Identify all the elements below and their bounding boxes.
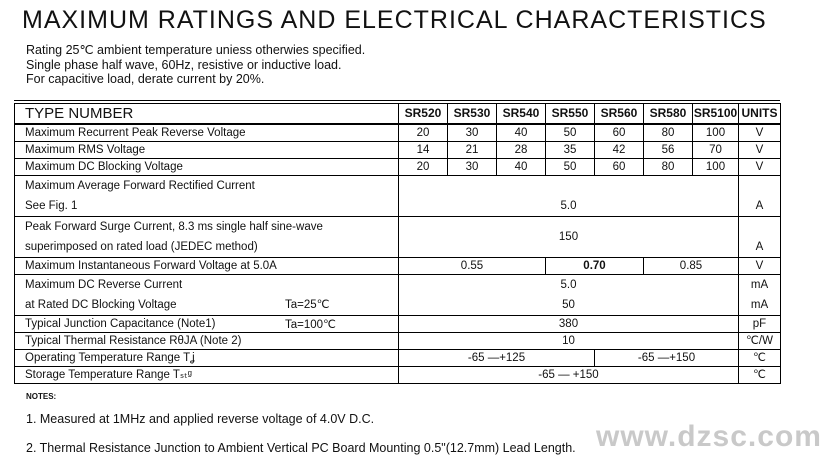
- cell-unit: V: [739, 142, 781, 159]
- value-text: 5.0: [560, 200, 577, 212]
- cell-value: [399, 275, 739, 316]
- table-row: [15, 333, 781, 350]
- cell-unit: ℃: [739, 367, 781, 384]
- condition-text: Ta=100℃: [285, 319, 336, 331]
- cell-unit: [739, 275, 781, 316]
- note-2: 2. Thermal Resistance Junction to Ambient Vertical PC Board Mounting 0.5"(12.7mm) Lead Length.: [26, 441, 576, 455]
- table-row: [15, 258, 781, 275]
- row-label: Maximum RMS Voltage: [15, 142, 399, 159]
- rating-conditions: [26, 43, 365, 87]
- cell-value: 20: [399, 124, 448, 142]
- part-header: SR540: [497, 104, 546, 125]
- row-label-line: Maximum Average Forward Rectified Current: [25, 180, 255, 192]
- condition-line: For capacitive load, derate current by 20%.: [26, 72, 265, 86]
- table-row: [15, 159, 781, 176]
- units-header: UNITS: [739, 104, 781, 125]
- row-label: Maximum DC Blocking Voltage: [15, 159, 399, 176]
- part-header: SR550: [546, 104, 595, 125]
- unit-text: mA: [750, 279, 769, 291]
- cell-value: 100: [693, 159, 739, 176]
- condition-line: Single phase half wave, 60Hz, resistive or inductive load.: [26, 57, 342, 72]
- part-header: SR580: [644, 104, 693, 125]
- cell-value: 30: [448, 159, 497, 176]
- cell-unit: pF: [739, 316, 781, 333]
- cell-value: 60: [595, 159, 644, 176]
- row-label-line: superimposed on rated load (JEDEC method): [25, 241, 258, 253]
- row-label-line: See Fig. 1: [25, 200, 78, 212]
- cell-unit: ℃: [739, 350, 781, 367]
- cell-value: 10: [399, 333, 739, 350]
- value-text: 5.0: [560, 279, 577, 291]
- row-label: [15, 217, 399, 258]
- table-row: [15, 176, 781, 217]
- cell-value: 70: [693, 142, 739, 159]
- unit-text: mA: [750, 299, 769, 311]
- row-label: Typical Junction Capacitance (Note1): [15, 316, 399, 333]
- cell-unit: V: [739, 124, 781, 142]
- cell-value: 40: [497, 159, 546, 176]
- cell-value: 0.85: [644, 258, 739, 275]
- unit-text: A: [755, 200, 764, 212]
- table-row: [15, 367, 781, 384]
- part-header: SR530: [448, 104, 497, 125]
- cell-value: 0.70: [546, 258, 644, 275]
- table-row: [15, 124, 781, 142]
- label-text: Maximum DC Reverse Current: [25, 279, 183, 291]
- cell-value: -65 —+125: [399, 350, 595, 367]
- ratings-table: [14, 103, 781, 384]
- cell-value: 380: [399, 316, 739, 333]
- cell-value: 20: [399, 159, 448, 176]
- unit-text: A: [755, 241, 764, 253]
- cell-value: 50: [546, 124, 595, 142]
- cell-value: 80: [644, 159, 693, 176]
- row-label: Typical Thermal Resistance RθJA (Note 2): [15, 333, 399, 350]
- row-label: Operating Temperature Range Tʝ: [15, 350, 399, 367]
- watermark: www.dzsc.com: [596, 420, 822, 453]
- cell-value: 56: [644, 142, 693, 159]
- cell-value: 14: [399, 142, 448, 159]
- cell-value: 80: [644, 124, 693, 142]
- value-text: 150: [558, 231, 579, 243]
- cell-value: -65 — +150: [399, 367, 739, 384]
- row-label: Maximum Instantaneous Forward Voltage at 5.0A: [15, 258, 399, 275]
- cell-unit: V: [739, 159, 781, 176]
- cell-unit: [739, 217, 781, 258]
- table-row: [15, 217, 781, 258]
- page-title: MAXIMUM RATINGS AND ELECTRICAL CHARACTERISTICS: [22, 6, 767, 34]
- table-row: [15, 316, 781, 333]
- cell-value: 30: [448, 124, 497, 142]
- condition-line: Rating 25℃ ambient temperature uniess otherwies specified.: [26, 43, 366, 57]
- part-header: SR560: [595, 104, 644, 125]
- divider: [14, 100, 780, 101]
- part-header: SR520: [399, 104, 448, 125]
- cell-value: 60: [595, 124, 644, 142]
- cell-unit: [739, 176, 781, 217]
- row-label-line: Peak Forward Surge Current, 8.3 ms single half sine-wave: [25, 221, 323, 233]
- cell-value: 50: [546, 159, 595, 176]
- table-row: [15, 275, 781, 316]
- cell-value: 0.55: [399, 258, 546, 275]
- cell-value: 35: [546, 142, 595, 159]
- cell-unit: V: [739, 258, 781, 275]
- label-text: at Rated DC Blocking Voltage: [25, 299, 177, 311]
- notes-heading: NOTES:: [26, 392, 57, 401]
- cell-unit: ℃/W: [739, 333, 781, 350]
- table-header-row: [15, 104, 781, 125]
- cell-value: [399, 176, 739, 217]
- cell-value: 28: [497, 142, 546, 159]
- cell-value: 40: [497, 124, 546, 142]
- cell-value: [399, 217, 739, 258]
- value-text: 50: [562, 299, 575, 311]
- row-label: Maximum Recurrent Peak Reverse Voltage: [15, 124, 399, 142]
- table-row: [15, 350, 781, 367]
- note-1: 1. Measured at 1MHz and applied reverse voltage of 4.0V D.C.: [26, 412, 375, 426]
- row-label: [15, 176, 399, 217]
- condition-text: Ta=25℃: [285, 299, 330, 311]
- part-header: SR5100: [693, 104, 739, 125]
- cell-value: -65 —+150: [595, 350, 739, 367]
- cell-value: 21: [448, 142, 497, 159]
- row-label: Storage Temperature Range Tₛₜᵍ: [15, 367, 399, 384]
- cell-value: 42: [595, 142, 644, 159]
- cell-value: 100: [693, 124, 739, 142]
- table-row: [15, 142, 781, 159]
- type-number-header: TYPE NUMBER: [15, 104, 399, 125]
